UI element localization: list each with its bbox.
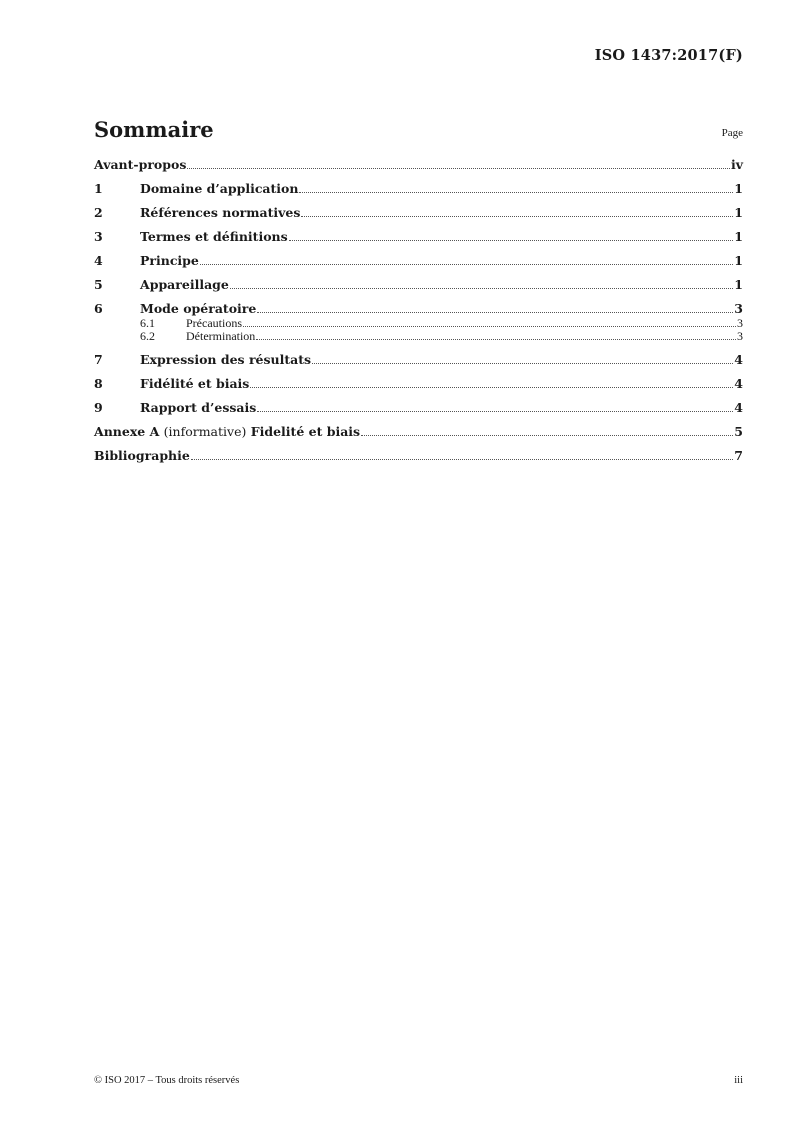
toc-entry-title: Termes et définitions	[140, 229, 288, 244]
toc-entry-title: Références normatives	[140, 205, 301, 220]
dot-leader	[301, 215, 733, 217]
dot-leader	[289, 239, 734, 241]
toc-entry-title: Domaine d’application	[140, 181, 299, 196]
toc-subentry-number: 6.1	[140, 316, 155, 330]
toc-entry-number: 2	[94, 205, 103, 220]
toc-entry-page: iv	[730, 157, 743, 172]
toc-entry-5[interactable]	[94, 277, 743, 292]
dot-leader	[200, 263, 733, 265]
toc-entry-number: 8	[94, 376, 103, 391]
toc-entry-title: Principe	[140, 253, 199, 268]
dot-leader	[187, 167, 730, 169]
page-column-label: Page	[721, 127, 743, 139]
toc-subentry-title: Détermination	[186, 329, 256, 343]
annex-label: Annexe A	[94, 424, 160, 439]
toc-entry-3[interactable]	[94, 229, 743, 244]
dot-leader	[361, 434, 733, 436]
toc-entry-page: 5	[734, 424, 743, 439]
dot-leader	[312, 362, 733, 364]
dot-leader	[230, 287, 733, 289]
toc-entry-number: 5	[94, 277, 103, 292]
toc-entry-title: Bibliographie	[94, 448, 190, 463]
dot-leader	[250, 386, 733, 388]
toc-subentry-title: Précautions	[186, 316, 242, 330]
toc-entry-title: Avant-propos	[94, 157, 187, 172]
copyright-notice: © ISO 2017 – Tous droits réservés	[94, 1075, 240, 1086]
toc-entry-title: Rapport d’essais	[140, 400, 257, 415]
toc-entry-1[interactable]	[94, 181, 743, 196]
toc-entry-6[interactable]	[94, 301, 743, 316]
toc-entry-page: 7	[734, 448, 743, 463]
dot-leader	[257, 410, 733, 412]
toc-entry-page: 1	[734, 277, 743, 292]
annex-note: (informative)	[163, 424, 247, 439]
toc-subentry-page: 3	[737, 329, 743, 343]
toc-entry-bibliographie[interactable]	[94, 448, 743, 463]
toc-entry-9[interactable]	[94, 400, 743, 415]
dot-leader	[256, 338, 736, 340]
toc-entry-title: Fidélité et biais	[140, 376, 250, 391]
toc-entry-2[interactable]	[94, 205, 743, 220]
toc-heading-row	[94, 112, 743, 142]
document-id: ISO 1437:2017(F)	[594, 47, 743, 64]
toc-heading: Sommaire	[94, 117, 214, 142]
table-of-contents	[94, 157, 743, 463]
toc-subentry-number: 6.2	[140, 329, 155, 343]
toc-entry-page: 4	[734, 376, 743, 391]
toc-entry-title: Mode opératoire	[140, 301, 257, 316]
toc-entry-number: 4	[94, 253, 103, 268]
toc-subentry-page: 3	[737, 316, 743, 330]
toc-entry-number: 7	[94, 352, 103, 367]
toc-entry-page: 1	[734, 205, 743, 220]
dot-leader	[299, 191, 733, 193]
toc-entry-page: 1	[734, 181, 743, 196]
toc-entry-7[interactable]	[94, 352, 743, 367]
toc-entry-number: 1	[94, 181, 103, 196]
toc-entry-page: 4	[734, 352, 743, 367]
toc-entry-number: 6	[94, 301, 103, 316]
toc-entry-title: Expression des résultats	[140, 352, 312, 367]
toc-subentry-6-2[interactable]	[94, 330, 743, 343]
annex-title: Fidelité et biais	[250, 424, 361, 439]
toc-entry-page: 4	[734, 400, 743, 415]
toc-entry-8[interactable]	[94, 376, 743, 391]
toc-entry-page: 1	[734, 253, 743, 268]
toc-entry-page: 1	[734, 229, 743, 244]
toc-entry-number: 9	[94, 400, 103, 415]
dot-leader	[257, 311, 733, 313]
toc-entry-number: 3	[94, 229, 103, 244]
toc-entry-title: Appareillage	[140, 277, 229, 292]
toc-entry-page: 3	[734, 301, 743, 316]
page-number: iii	[734, 1075, 743, 1086]
toc-entry-annexe-a[interactable]	[94, 424, 743, 439]
toc-entry-4[interactable]	[94, 253, 743, 268]
toc-entry-avant-propos[interactable]	[94, 157, 743, 172]
toc-entry-title	[94, 424, 360, 439]
dot-leader	[191, 458, 733, 460]
dot-leader	[243, 325, 736, 327]
